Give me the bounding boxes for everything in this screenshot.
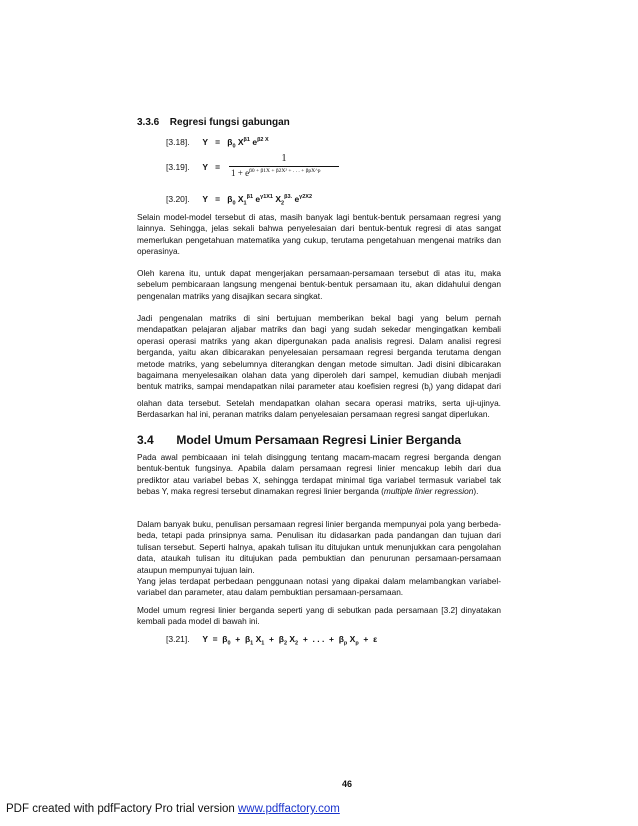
paragraph-1: Selain model-model tersebut di atas, masih banyak lagi bentuk-bentuk persamaan regresi yang lainnya. Sehingga, jelas sekali bahwa penyelesaian dari bentuk-bentuk regresi di atas sangat memerlukan pengetahuan matematika yang cukup, terutama pengetahuan mengenai matriks dan operasinya.	[137, 212, 501, 257]
pdf-footer	[6, 803, 340, 815]
subsection-heading	[137, 117, 290, 128]
beta-zero: β	[227, 194, 233, 204]
logistic-fraction	[229, 153, 339, 178]
equals-sign: =	[215, 194, 221, 204]
paragraph-text: Jadi pengenalan matriks di sini bertujuan memberikan bekal bagi yang belum pernah mendapatkan pelajaran aljabar matriks dan bagi yang sudah sekedar mengingatkan kembali operasi operasi matriks yang akan dipergunakan pada analisis regresi. Dalam analisi regresi berganda, yaitu akan dibicarakan penyelesaian persamaan regresi berganda terutama dengan metode matriks, yang sebelumnya diterangkan dengan metode simultan. Jadi disini dibicarakan bagaimana menyelesaikan olahan data yang diperoleh dari sampel, kemudian diubah menjadi bentuk matriks, sampai mendapatkan nilai parameter atau koefisien regresi (b	[137, 313, 501, 392]
emphasized-term: multiple linier regression	[383, 486, 474, 497]
equals-sign: =	[215, 137, 221, 147]
superscript: γ2X2	[299, 194, 313, 201]
subscript: 2	[295, 640, 299, 647]
superscript: β1	[246, 194, 254, 201]
equation-3-19	[166, 162, 220, 172]
paragraph-4	[137, 452, 501, 498]
equation-term: + ε	[358, 634, 378, 644]
denominator-base: 1 + e	[231, 168, 250, 178]
equation-term: X	[347, 634, 356, 644]
paragraph-6: Yang jelas terdapat perbedaan penggunaan notasi yang dipakai dalam melambangkan variabel-variabel dan parameter, atau dalam pembuktian persamaan-persamaan.	[137, 576, 501, 598]
paragraph-2: Oleh karena itu, untuk dapat mengerjakan persamaan-persamaan tersebut di atas itu, maka sebelum pembicaraan langsung mengenai bentuk-bentuk persamaan itu, akan didahului dengan pengenalan matriks yang disajikan secara singkat.	[137, 268, 501, 301]
exp-e: e	[252, 137, 258, 147]
equals-sign: =	[215, 162, 221, 172]
equation-lhs: Y	[202, 137, 209, 147]
subsection-number: 3.3.6	[137, 117, 160, 128]
equation-term: X	[287, 634, 296, 644]
equation-term: + β	[264, 634, 284, 644]
subscript: 1	[261, 640, 265, 647]
paragraph-7: Model umum regresi linier berganda seperti yang di sebutkan pada persamaan [3.2] dinyatakan kembali pada model di bawah ini.	[137, 605, 501, 627]
subsection-title: Regresi fungsi gabungan	[169, 117, 290, 128]
superscript: β3.	[284, 194, 293, 201]
equation-lhs: Y	[202, 162, 209, 172]
x1-variable: X	[237, 194, 244, 204]
equation-tag: [3.20].	[166, 194, 190, 204]
subscript: 2	[283, 640, 287, 647]
section-number: 3.4	[137, 433, 154, 447]
equation-3-18	[166, 137, 269, 150]
superscript: β1	[243, 137, 250, 144]
equation-term: + β	[230, 634, 251, 644]
equation-lhs: Y	[202, 194, 209, 204]
subscript: 0	[227, 640, 231, 647]
subscript: 0	[232, 143, 236, 150]
paragraph-text: ) yang didapat dari olahan data tersebut. Setelah mendapatkan olahan secara operasi matriks, serta uji-ujinya. Berdasarkan hal ini, peranan matriks dalam penyelesaian persamaan regresi sangat diperlukan.	[137, 381, 501, 419]
equation-3-21	[166, 634, 377, 647]
subscript: 1	[243, 200, 247, 207]
exp-e: e	[294, 194, 300, 204]
subscript: 1	[250, 640, 254, 647]
subscript: 2	[281, 200, 285, 207]
equation-tag: [3.18].	[166, 137, 190, 147]
fraction-bar	[229, 166, 339, 167]
paragraph-3	[137, 313, 501, 420]
beta-zero: β	[227, 137, 233, 147]
subscript: p	[343, 640, 348, 647]
equation-3-20	[166, 194, 312, 207]
equation-tag: [3.21].	[166, 634, 190, 644]
paragraph-5: Dalam banyak buku, penulisan persamaan regresi linier berganda mempunyai pola yang berbeda-beda, tetapi pada prinsipnya sama. Penulisan itu didasarkan pada pandangan dan tujuan dari tulisan tersebut. Seperti halnya, apakah tulisan itu ditujukan untuk menunjukkan cara pengolahan data, ataukah tulisan itu ditujukan pada pembuktian dan penurunan persamaan-persamaan ataupun mempunyai tujuan lain.	[137, 519, 501, 575]
subscript: 0	[232, 200, 236, 207]
equation-lhs: Y = β	[202, 634, 228, 644]
superscript: γ1X1	[260, 194, 273, 201]
footer-text: PDF created with pdfFactory Pro trial version	[6, 803, 238, 815]
equation-term: X	[253, 634, 262, 644]
page-number: 46	[342, 779, 353, 789]
superscript: β2 X	[257, 137, 269, 144]
x-variable: X	[237, 137, 244, 147]
exp-e: e	[255, 194, 261, 204]
footer-link[interactable]: www.pdffactory.com	[238, 803, 340, 815]
paragraph-text: Pada awal pembicaaan ini telah disinggung tentang macam-macam regresi berganda dengan bentuk-bentuk fungsinya. Apabila dalam persamaan regresi linier mencakup lebih dari dua prediktor atau variabel bebas X, sehingga terdapat minimal tiga variabel termasuk variabel tak bebas Y, maka regresi tersebut dinamakan regresi linier berganda (	[137, 452, 501, 497]
equation-tag: [3.19].	[166, 162, 190, 172]
fraction-denominator	[229, 168, 339, 178]
fraction-numerator: 1	[281, 153, 287, 164]
section-heading	[137, 433, 461, 447]
x2-variable: X	[275, 194, 282, 204]
equation-term: + . . . + β	[298, 634, 344, 644]
subscript: i	[428, 388, 431, 395]
paragraph-text: ).	[473, 486, 479, 497]
subscript: p	[355, 640, 359, 647]
section-title: Model Umum Persamaan Regresi Linier Berganda	[176, 433, 462, 447]
denominator-exponent: β0 + β1X + β2X² + . . . + βpX^p	[249, 168, 321, 174]
